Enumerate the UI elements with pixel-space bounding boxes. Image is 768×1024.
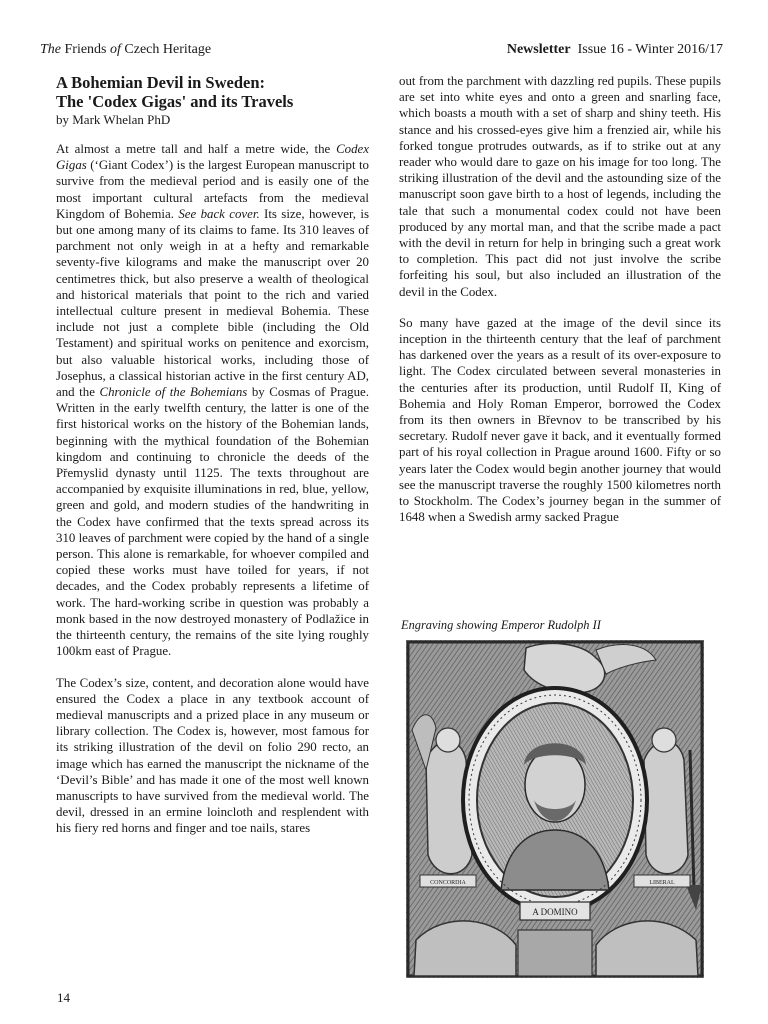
article-column-right bbox=[399, 73, 721, 525]
right-plaque-text: LIBERAL bbox=[649, 880, 675, 886]
article-title-line1: A Bohemian Devil in Sweden: bbox=[56, 73, 266, 92]
paragraph-1-text-d: by Cosmas of Prague. Written in the early twelfth century, the latter is one of the first historical works on the history of the Bohemian lands, beginning with the mythical foundation of the Bohemian kingdom and continuing to chronicle the deeds of the Přemyslid dynasty until 1125. The texts throughout are accompanied by exquisite illuminations in red, blue, yellow, green and gold, and modern studies of the handwriting in the Codex have confirmed that the texts spread across its 310 leaves of parchment were copied by the hand of a single person. This alone is remarkable, for whoever compiled and copied these works must have toiled for years, if not decades, and the Codex probably represents a lifetime of work. The hard-working scribe in question was probably a monk based in the now destroyed monastery of Podlažice in the thirteenth century, the remains of the site lying roughly 100km east of Prague. bbox=[56, 385, 369, 659]
paragraph-1 bbox=[56, 141, 369, 660]
chronicle-italic: Chronicle of the Bohemians bbox=[99, 385, 248, 400]
issue-label: Issue 16 - Winter 2016/17 bbox=[577, 42, 723, 57]
masthead-of: of bbox=[110, 42, 121, 57]
newsletter-label: Newsletter bbox=[506, 42, 571, 57]
pedestal bbox=[518, 930, 592, 976]
engraving-svg bbox=[406, 640, 704, 978]
newsletter-issue-info bbox=[507, 41, 723, 59]
paragraph-1-text-c: Its size, however, is but one among many of its claims to fame. Its 310 leaves of parchment not only weigh in at a hefty and remarkable seventy-five kilograms and make the manuscript over 20 centimetres thick, but also preserve a wealth of theological and historical materials that point to the rich and varied intellectual culture present in medieval Bohemia. These include not just a complete bible (including the Old Testament) and spiritual works on penitence and exorcism, but also valuable historical works, including those of Josephus, a classical historian active in the first century AD, and the bbox=[56, 206, 369, 400]
left-plaque-text: CONCORDIA bbox=[430, 880, 466, 886]
article-column-left bbox=[56, 73, 369, 837]
paragraph-1-text-b: (‘Giant Codex’) is the largest European manuscript to survive from the medieval period and is easily one of the most important cultural artefacts from the medieval Kingdom of Bohemia. bbox=[56, 158, 369, 221]
newsletter-masthead-left bbox=[40, 41, 211, 59]
masthead-the: The bbox=[40, 42, 61, 57]
article-byline: by Mark Whelan PhD bbox=[56, 112, 171, 127]
figure-caption: Engraving showing Emperor Rudolph II bbox=[401, 618, 601, 632]
right-allegorical-figure bbox=[644, 741, 688, 874]
article-title-line2: The 'Codex Gigas' and its Travels bbox=[56, 92, 294, 111]
masthead-czech-heritage: Czech Heritage bbox=[124, 42, 212, 57]
masthead-friends: Friends bbox=[64, 42, 107, 57]
paragraph-4: So many have gazed at the image of the devil since its inception in the thirteenth century that the leaf of parchment has darkened over the years as a result of its over-exposure to light. The Codex circulated between several monasteries in the centuries after its production, until Rudolf II, King of Bohemia and Holy Roman Emperor, borrowed the Codex from its then owners in Břevnov to be transcribed by his secretary. Rudolf never gave it back, and it eventually formed part of his royal collection in Prague around 1600. Fifty or so years later the Codex would begin another journey that would see the manuscript traverse the roughly 1500 kilometres north to Stockholm. The Codex’s journey began in the summer of 1648 when a Swedish army sacked Prague bbox=[399, 315, 721, 525]
paragraph-2: The Codex’s size, content, and decoration alone would have ensured the Codex a place in any textbook account of medieval manuscripts and a prized place in any museum or library collection. The Codex is, however, most famous for its striking illustration of the devil on folio 290 recto, an image which has earned the manuscript the nickname of the ‘Devil’s Bible’ and has made it one of the most well known manuscripts to have survived from the medieval world. The devil, dressed in an ermine loincloth and resplendent with his fiery red horns and finger and toe nails, stares bbox=[56, 675, 369, 836]
codex-gigas-italic: Codex Gigas bbox=[56, 142, 369, 173]
paragraph-3: out from the parchment with dazzling red pupils. These pupils are set into white eyes and onto a green and snarling face, which boasts a mouth with a set of sharp and shiny teeth. His stance and his crossed-eyes give him a frenzied air, while his forked tongue protrudes outwards, as if to strike out at any reader who would dare to gaze on his image for too long. The striking illustration of the devil and the astounding size of the manuscript soon gave birth to a host of legends, including the tale that such a monumental codex could not have been produced by any mortal man, and that the scribe made a pact with the devil in return for help in bringing such a great work to completion. This pact did not just involve the scribe forfeiting his soul, but also included an illustration of the devil in the Codex. bbox=[399, 74, 721, 299]
see-back-cover-italic: See back cover. bbox=[178, 206, 260, 221]
article-title bbox=[56, 73, 369, 111]
page-number: 14 bbox=[57, 990, 70, 1005]
engraving-rudolph-ii bbox=[406, 640, 704, 978]
tablet-inscription: A DOMINO bbox=[532, 907, 578, 917]
paragraph-1-text-a: At almost a metre tall and half a metre wide, the bbox=[56, 142, 337, 156]
